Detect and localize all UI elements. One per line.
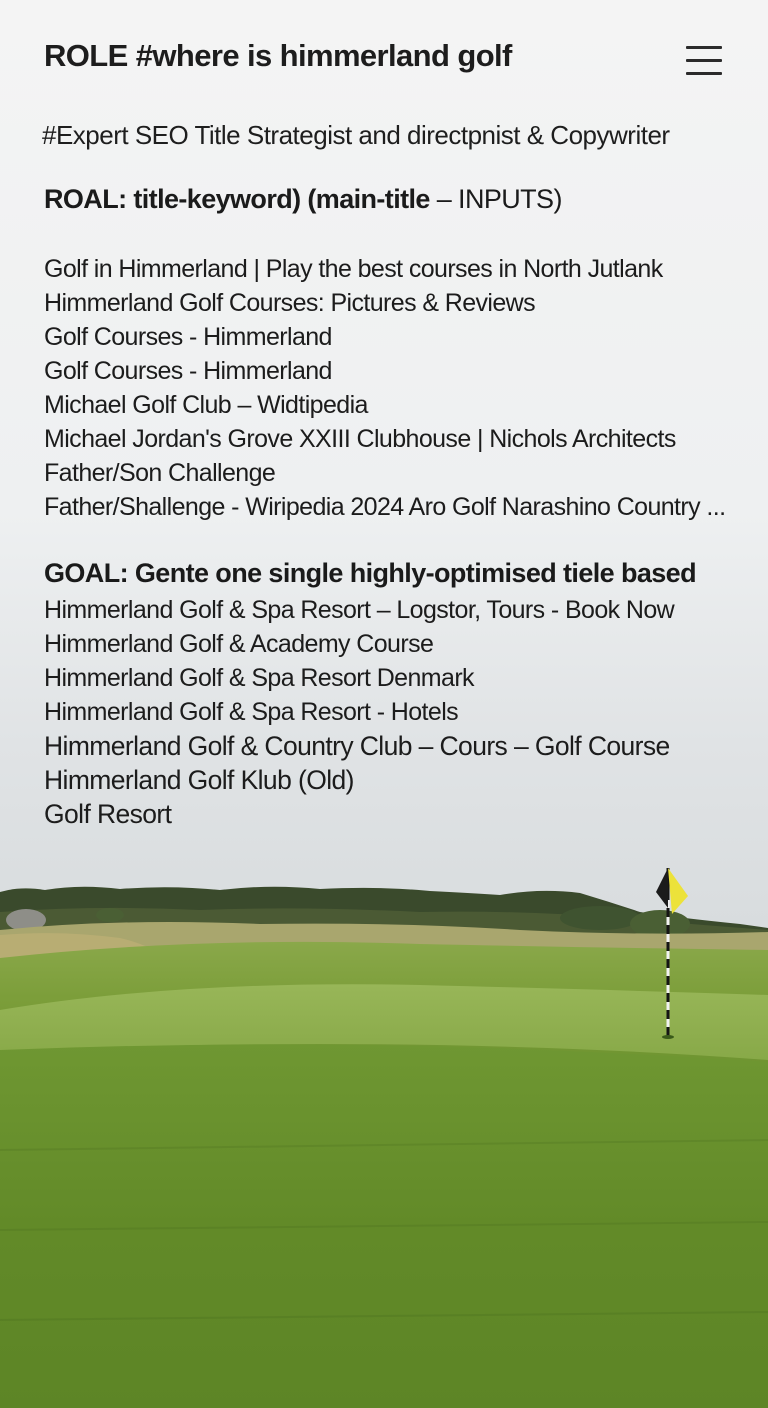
list-item: Himmerland Golf & Spa Resort Denmark: [44, 664, 474, 692]
role-line: [44, 184, 562, 215]
goal-list: [44, 593, 674, 831]
page-title: ROLE #where is himmerland golf: [44, 38, 512, 73]
list-item: Golf in Himmerland | Play the best courses in North Jutlank: [44, 255, 663, 283]
subtitle: #Expert SEO Title Strategist and directpnist & Copywriter: [42, 120, 670, 150]
role-line-normal: – INPUTS): [429, 184, 562, 214]
role-line-bold: ROAL: title-keyword) (main-title: [44, 184, 430, 214]
header: [0, 0, 768, 110]
hamburger-menu-icon[interactable]: [680, 40, 728, 84]
list-item: Himmerland Golf & Country Club – Cours – Golf Course: [44, 731, 670, 761]
list-item: Golf Courses - Himmerland: [44, 357, 332, 385]
list-item: Golf Resort: [44, 799, 172, 829]
list-item: Father/Son Challenge: [44, 459, 276, 487]
list-item: Himmerland Golf Klub (Old): [44, 765, 354, 795]
list-item: Himmerland Golf & Spa Resort – Logstor, Tours - Book Now: [44, 596, 675, 624]
list-item: Michael Jordan's Grove XXIII Clubhouse | Nichols Architects: [44, 425, 676, 453]
list-item: Father/Shallenge - Wiripedia 2024 Aro Golf Narashino Country ...: [44, 493, 726, 521]
list-item: Himmerland Golf & Spa Resort - Hotels: [44, 698, 459, 726]
list-item: Golf Courses - Himmerland: [44, 323, 332, 351]
list-item: Himmerland Golf & Academy Course: [44, 630, 434, 658]
inputs-list: [44, 252, 725, 524]
list-item: Himmerland Golf Courses: Pictures & Reviews: [44, 289, 536, 317]
goal-heading: GOAL: Gente one single highly-optimised tiele based: [44, 558, 696, 588]
list-item: Michael Golf Club – Widtipedia: [44, 391, 368, 419]
